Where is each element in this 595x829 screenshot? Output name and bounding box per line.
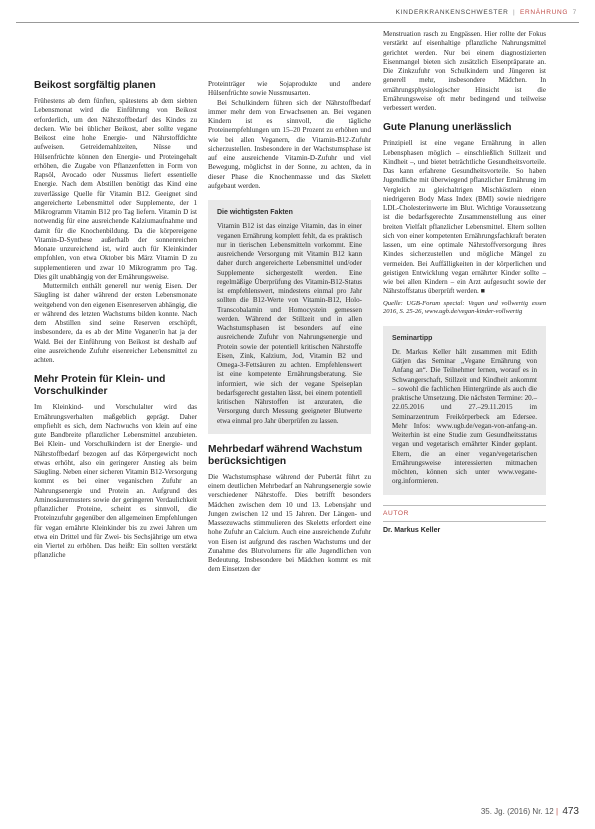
author-name: Dr. Markus Keller [383, 526, 441, 534]
paragraph-text: Prinzipiell ist eine vegane Ernährung in allen Lebensphasen möglich – einschließlich Stillzeit und Kindheit –, und bietet beträchtliche Gesundheitsvorteile. Das kann erfahrene Gesundheitsvorteile. So haben Jugendliche mit überwiegend pflanzlicher Ernährung im Vergleich zu gleichaltrigen Mischköstlern einen niedrigeren Body Mass Index (BMI) sowie niedrigere LDL-Cholesterinwerte im Blut. Wichtige Voraussetzung ist die bedarfsgerechte Zusammenstellung aus einer breiten Vielfalt pflanzlicher Lebensmittel. Eltern sollten sich von einer kompetenten Ernährungsfachkraft beraten lassen, um eine optimale Nährstoffversorgung ihres Kindes sicherzustellen und mögliche Mängel zu vermeiden. Bei Auffälligkeiten in der körperlichen und geistigen Entwicklung vegan ernährter Kinder sollte – wie bei allen Kindern – ein Arzt aufgesucht sowie der Nährstoffstatus überprüft werden. [383, 139, 546, 296]
paragraph: Frühestens ab dem fünften, spätestens ab dem siebten Lebensmonat wird die Einführung von Beikost erforderlich, um den Nährstoffbedarf des Kindes zu decken. Wie bei üblicher Beikost, aber sollte vegane Beikost eine hohe Energie- und Nährstoffdichte aufweisen. Getreidemahlzeiten, Nüsse und Hülsenfrüchte können den Energie- und Proteingehalt erhöhen, die Zugabe von Pflanzenfetten in Form von Rapsöl, Avocado oder Nussmus liefert essentielle Energie. Nach dem Abstillen benötigt das Kind eine zuverlässige Quelle für Vitamin B12. Geeignet sind angereicherte Lebensmittel oder Supplemente, der 1 Mikrogramm Vitamin B12 pro Tag liefern. Vitamin D ist notwendig für eine ausreichende Kalziumaufnahme und damit für die Knochenbildung. Da die körpereigene Vitamin-D-Synthese außerhalb der sonnenreichen Monate unzureichend ist, wird auch für Kleinkinder empfohlen, von etwa Oktober bis März Vitamin D zu supplementieren und zwar 10 Mikrogramm pro Tag. Dies gilt unabhängig von der Ernährungsweise. [34, 97, 197, 281]
paragraph: Menstruation rasch zu Engpässen. Hier rollte der Fokus verstärkt auf eisenhaltige pflanzliche Nahrungsmittel gerichtet werden. Nur bei einem diagnostizierten Eisenmangel bieten sich zusätzlich Eisenpräparate an. Die Zinkzufuhr von Schulkindern und Jüngeren ist generell mehr, insbesondere Mädchen. In ernährungsphysiologischer Hinsicht ist die Ernährungsweise oft mehr bedingend und teilweise verbessert werden. [383, 30, 546, 112]
paragraph: Proteinträger wie Sojaprodukte und andere Hülsenfrüchte sowie Nussmusarten. [208, 80, 371, 98]
paragraph: Muttermilch enthält generell nur wenig Eisen. Der Säugling ist daher während der ersten Lebensmonate weitgehend von den eigenen Eisenreserven abhängig, die er während des letzten Wachstums bilden konnte. Nach dem Abstillen sind seine Reserven erschöpft, insbesondere, da es ab der Mitte Veganer/in hat ja der Wald. Bei der Einführung von Beikost ist deshalb auf eine ausreichende Zufuhr eisenreicher Lebensmittel zu achten. [34, 282, 197, 364]
facts-box [208, 200, 371, 434]
end-mark: ■ [480, 287, 485, 296]
header-separator: | [513, 9, 516, 16]
column-3 [383, 30, 546, 535]
page-number: 473 [562, 806, 579, 817]
footer-separator: | [556, 807, 559, 816]
column-1 [34, 80, 197, 561]
paragraph: Die Wachstumsphase während der Pubertät führt zu einem deutlichen Mehrbedarf an Nahrungsenergie sowie verschiedener Nährstoffe. Dies betrifft besonders Mädchen zwischen dem 10 und 13. Lebensjahr und Jungen zwischen 12 und 15 Jahren. Der Längen- und Massezuwachs stimmulieren des Skeletts erfordert eine hohe Zufuhr an Calcium. Auch eine ausreichende Zufuhr von Eisen ist aufgrund des raschen Wachstums und der Zunahme des Blutvolumens für alle Jugendlichen von Bedeutung. Insbesondere bei Mädchen kommt es mit dem Einsetzen der [208, 472, 371, 574]
header-page-marker: 7 [572, 9, 577, 16]
author-label: AUTOR [383, 505, 546, 522]
paragraph [383, 139, 546, 296]
page-footer [481, 806, 579, 817]
facts-box-text: Vitamin B12 ist das einzige Vitamin, das in einer veganen Ernährung komplett fehlt, da es praktisch nur in tierischen Lebensmitteln vorkommt. Eine ausreichende Versorgung mit Vitamin B12 kann daher durch angereicherte Lebensmittel und/oder Supplemente sichergestellt werden. Eine regelmäßige Überprüfung des Vitamin-B12-Status ist empfehlenswert, mindestens einmal pro Jahr sollten die B12-Werte von Vitamin-B12, Holo-Transcobalamin und Homocystein gemessen werden. Während der Stillzeit und in allen Wachstumsphasen ist besonders auf eine ausreichende Zufuhr von Nahrungsenergie und Protein sowie der potentiell kritischen Nährstoffe Eisen, Zink, Kalzium, Jod, Vitamin B2 und Omega-3-Fettsäuren zu achten. Empfehlenswert ist eine kompetente Ernährungsberatung. Sie informiert, wie sich der vegane Speiseplan bedarfsgerecht gestalten lässt, bei einem potentiell kritischen Nährstoffen ist anzuraten, die Versorgung durch Messung geeigneter Blutwerte etwa einmal pro Jahr überprüfen zu lassen. [217, 222, 362, 425]
seminar-box [383, 326, 546, 495]
paragraph: Bei Schulkindern führen sich der Nährstoffbedarf immer mehr dem von Erwachsenen an. Bei veganen Kindern ist es sinnvoll, die tägliche Proteinempfehlungen um 15–20 Prozent zu erhöhen und wie bei allen Veganern, die Vitamin-B12-Zufuhr sicherzustellen. Insbesondere in der Wachstumsphase ist auf eine ausreichende Vitamin-D-Zufuhr und viel Bewegung, möglichst in der Sonne, zu achten, da in dieser Phase die Knochenmasse und das Skelett aufgebaut werden. [208, 98, 371, 190]
heading-beikost: Beikost sorgfältig planen [34, 80, 156, 91]
facts-box-title: Die wichtigsten Fakten [217, 209, 293, 216]
running-header [396, 9, 579, 16]
seminar-box-title: Seminartipp [392, 334, 433, 342]
seminar-box-text: Dr. Markus Keller hält zusammen mit Edith Gätjen das Seminar „Vegane Ernährung von Anfang an“. Die Teilnehmer lernen, worauf es in Schwangerschaft, Stillzeit und Kindheit ankommt – sowohl die fachlichen Hintergründe als auch die praktische Umsetzung. Die nächsten Termine: 20.–22.05.2016 und 27.–29.11.2015 im Seminarzentrum Freikörperbeck am Edersee. Mehr Infos: www.ugb.de/vegan-von-anfang-an. Weiterhin ist eine Studie zum Gesundheitsstatus vegan und vegetarisch ernährter Kinder geplant. Eltern, die an einer vegan/vegetarischen Ernährungsweise interessierten mitmachen möchten, können sich unter www.vegane-org.informieren. [392, 347, 537, 486]
source-note: Quelle: UGB-Forum special: Vegan und vollwertig essen 2016, S. 25-26, www.ugb.de/vegan-kinder-vollwertig [383, 299, 546, 315]
section-name: ERNÄHRUNG [519, 9, 569, 16]
header-rule [16, 22, 579, 23]
heading-gute-planung: Gute Planung unerlässlich [383, 122, 512, 134]
journal-name: KINDERKRANKENSCHWESTER [395, 9, 509, 16]
column-2 [208, 80, 371, 575]
paragraph: Im Kleinkind- und Vorschulalter wird das Ernährungsverhalten maßgeblich geprägt. Daher empfiehlt es sich, dem Nachwuchs von klein auf eine gute Bandbreite pflanzlicher Lebensmittel anzubieten. Bei Klein- und Vorschulkindern ist der Energie- und Nährstoffbedarf bezogen auf das Körpergewicht noch etwas erhöht, also ein geringerer Anstieg als beim Säugling. Neben einer sicheren Vitamin B12-Versorgung kommt es bei einer veganischen Zufuhr an Nahrungsenergie und Protein an. Aufgrund des Aminosäuremusters sowie der geringeren Verdaulichkeit pflanzlicher Proteine, scheint es sinnvoll, die Proteinzufuhr gegenüber den allgemeinen Empfehlungen für vegan ernährte Kleinkinder bis zu zwei Jahren um etwa ein Drittel und für Zwei- bis Sechsjährige um etwa ein Viertel zu erhöhen. Das heißt: Ein sollten verstärkt pflanzliche [34, 403, 197, 560]
heading-protein: Mehr Protein für Klein- und Vorschulkinder [34, 374, 166, 398]
journal-issue: 35. Jg. (2016) Nr. 12 [480, 807, 554, 816]
heading-mehrbedarf: Mehrbedarf während Wachstum berücksichtigen [208, 443, 363, 467]
